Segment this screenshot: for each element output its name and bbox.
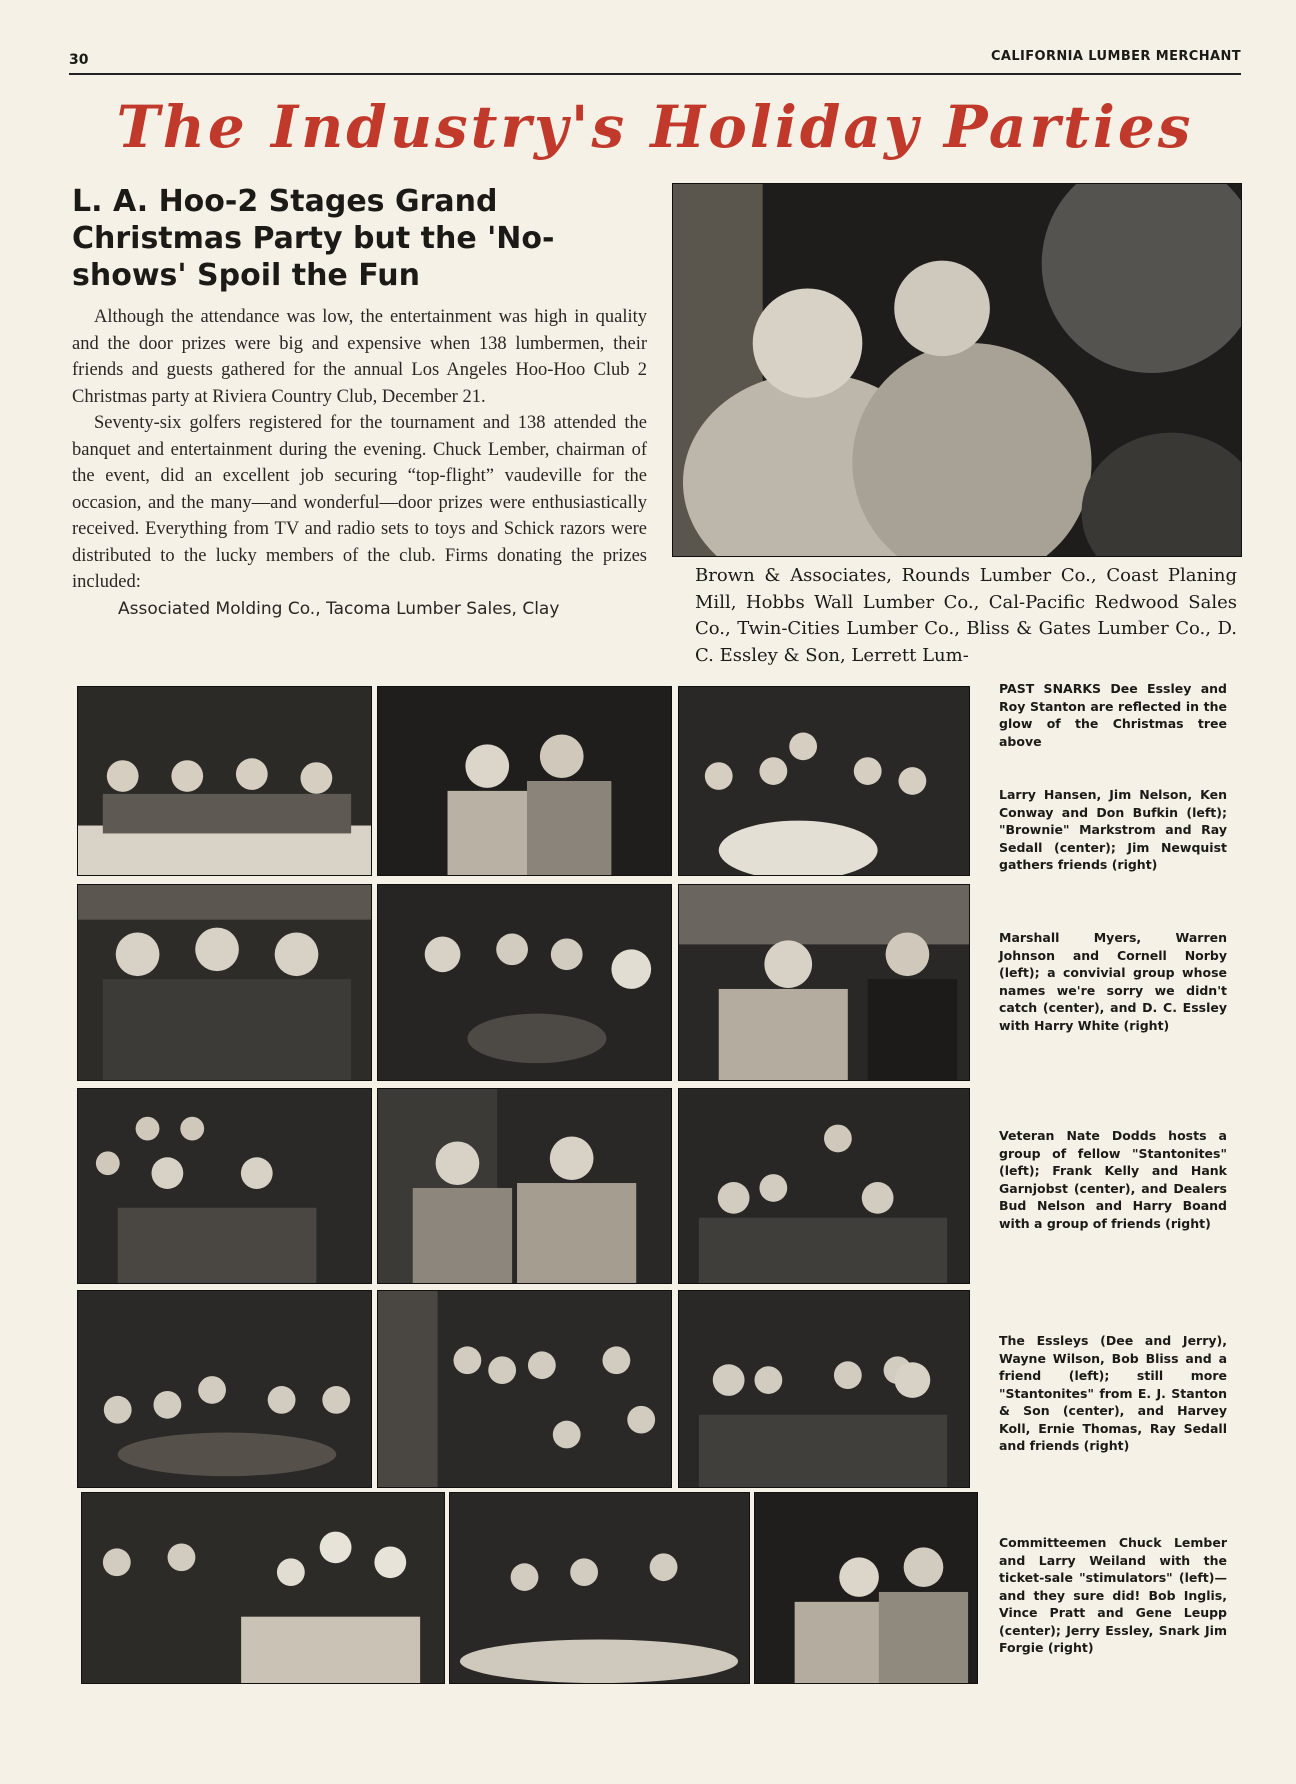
- caption-row3: Veteran Nate Dodds hosts a group of fellow "Stantonites" (left); Frank Kelly and Hank Garnjobst (center), and Dealers Bud Nelson and Harry Boand with a group of friends (right): [999, 1128, 1227, 1231]
- photo-past-snarks: [672, 183, 1242, 557]
- photo-row2-left: [77, 884, 372, 1081]
- caption-row2: Marshall Myers, Warren Johnson and Cornell Norby (left); a convivial group whose names we're sorry we didn't catch (center), and D. C. Essley with Harry White (right): [999, 930, 1227, 1033]
- photo-row5-left: [81, 1492, 445, 1684]
- publication-name: CALIFORNIA LUMBER MERCHANT: [990, 49, 1241, 64]
- photo-row2-right: [678, 884, 970, 1081]
- caption-past-snarks: PAST SNARKS Dee Essley and Roy Stanton are reflected in the glow of the Christmas tree above: [999, 681, 1227, 749]
- photo-row2-center: [377, 884, 672, 1081]
- photo-row4-left: [77, 1290, 372, 1488]
- page-title: The Industry's Holiday Parties: [116, 93, 1194, 161]
- article-headline: L. A. Hoo-2 Stages Grand Christmas Party but the 'No-shows' Spoil the Fun: [72, 184, 555, 293]
- caption-row4: The Essleys (Dee and Jerry), Wayne Wilson, Bob Bliss and a friend (left); still more "Stantonites" from E. J. Stanton & Son (center), and Harvey Koll, Ernie Thomas, Ray Sedall and friends (right): [999, 1333, 1227, 1453]
- photo-row3-left: [77, 1088, 372, 1284]
- article-firms-line: Associated Molding Co., Tacoma Lumber Sales, Clay: [118, 598, 560, 619]
- photo-row5-right: [754, 1492, 978, 1684]
- article-paragraph: Seventy-six golfers registered for the tournament and 138 attended the banquet and entertainment during the evening. Chuck Lember, chairman of the event, did an excellent job securing “top-flight” vaudeville for the occasion, and the many—and wonderful—door prizes were enthusiastically received. Everything from TV and radio sets to toys and Schick razors were distributed to the lucky members of the club. Firms donating the prizes included:: [72, 413, 647, 592]
- article-body: [72, 304, 647, 622]
- caption-row1: Larry Hansen, Jim Nelson, Ken Conway and Don Bufkin (left); "Brownie" Markstrom and Ray Sedall (center); Jim Newquist gathers friends (right): [999, 787, 1227, 872]
- article-continuation: Brown & Associates, Rounds Lumber Co., Coast Planing Mill, Hobbs Wall Lumber Co., Cal-Pacific Redwood Sales Co., Twin-Cities Lumber Co., Bliss & Gates Lumber Co., D. C. Essley & Son, Lerrett Lum-: [695, 565, 1237, 666]
- photo-row4-right: [678, 1290, 970, 1488]
- photo-row1-left: [77, 686, 372, 876]
- photo-row1-right: [678, 686, 970, 876]
- photo-row4-center: [377, 1290, 672, 1488]
- caption-row5: Committeemen Chuck Lember and Larry Weiland with the ticket-sale "stimulators" (left)—and they sure did! Bob Inglis, Vince Pratt and Gene Leupp (center); Jerry Essley, Snark Jim Forgie (right): [999, 1535, 1227, 1655]
- article-paragraph: Although the attendance was low, the entertainment was high in quality and the door prizes were big and expensive when 138 lumbermen, their friends and guests gathered for the annual Los Angeles Hoo-Hoo Club 2 Christmas party at Riviera Country Club, December 21.: [72, 307, 647, 407]
- header-rule: [69, 73, 1241, 75]
- photo-row3-right: [678, 1088, 970, 1284]
- page-number: 30: [69, 52, 89, 68]
- photo-row5-center: [449, 1492, 750, 1684]
- photo-row3-center: [377, 1088, 672, 1284]
- photo-row1-center: [377, 686, 672, 876]
